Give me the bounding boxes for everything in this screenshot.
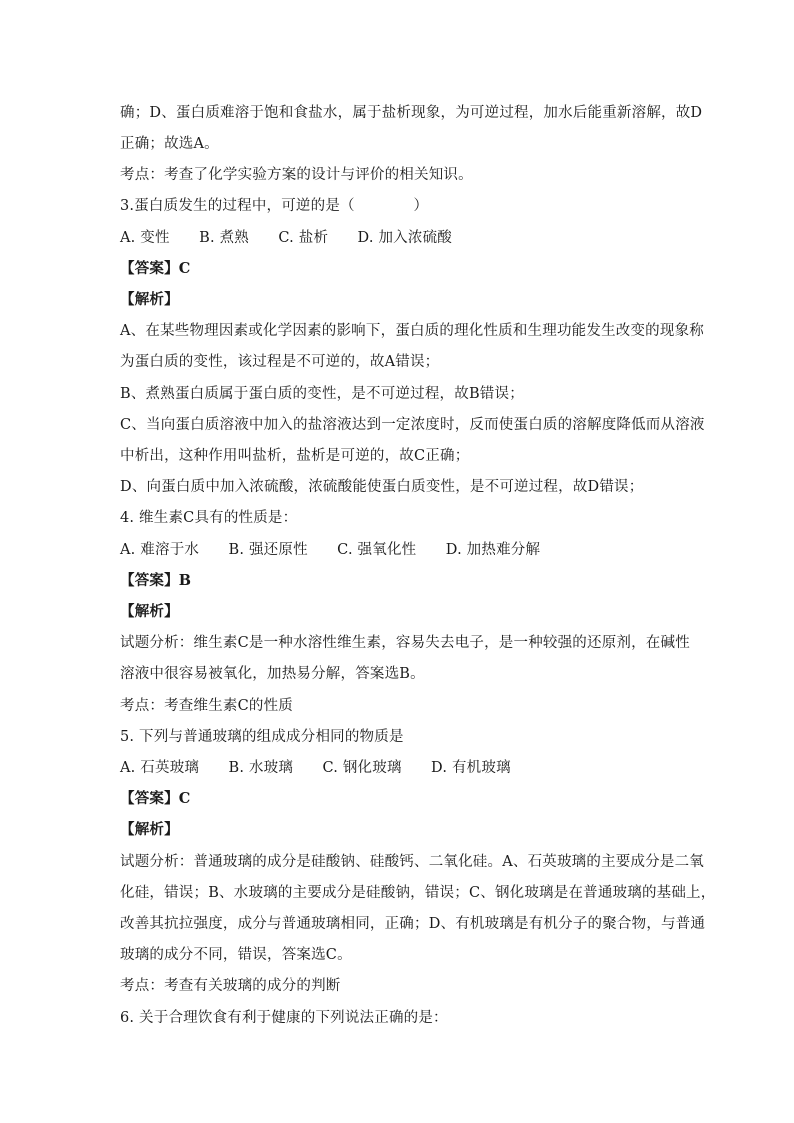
text-line: 试题分析：维生素C是一种水溶性维生素，容易失去电子，是一种较强的还原剂，在碱性 <box>120 635 690 651</box>
answer-label: 【答案】B <box>120 572 192 589</box>
text-line: 考点：考查维生素C的性质 <box>120 698 293 714</box>
text-line: 试题分析：普通玻璃的成分是硅酸钠、硅酸钙、二氧化硅。A、石英玻璃的主要成分是二氧 <box>120 854 704 870</box>
question-4-options: A. 难溶于水 B. 强还原性 C. 强氧化性 D. 加热难分解 <box>120 542 541 558</box>
text-line: 确；D、蛋白质难溶于饱和食盐水，属于盐析现象，为可逆过程，加水后能重新溶解，故D <box>120 105 703 121</box>
question-3-options: A. 变性 B. 煮熟 C. 盐析 D. 加入浓硫酸 <box>120 230 452 246</box>
question-6-stem: 6. 关于合理饮食有利于健康的下列说法正确的是： <box>120 1010 448 1026</box>
text-line: 改善其抗拉强度，成分与普通玻璃相同，正确；D、有机玻璃是有机分子的聚合物，与普通 <box>120 916 706 932</box>
text-line: 玻璃的成分不同，错误，答案选C。 <box>120 947 352 963</box>
text-line: 溶液中很容易被氧化，加热易分解，答案选B。 <box>120 666 425 682</box>
text-line: B、煮熟蛋白质属于蛋白质的变性，是不可逆过程，故B错误； <box>120 386 524 402</box>
analysis-label: 【解析】 <box>120 603 179 620</box>
text-line: D、向蛋白质中加入浓硫酸，浓硫酸能使蛋白质变性，是不可逆过程，故D错误； <box>120 479 644 495</box>
analysis-label: 【解析】 <box>120 821 179 838</box>
text-line: C、当向蛋白质溶液中加入的盐溶液达到一定浓度时，反而使蛋白质的溶解度降低而从溶液 <box>120 417 705 433</box>
answer-label: 【答案】C <box>120 790 191 807</box>
text-line: 正确；故选A。 <box>120 136 219 152</box>
analysis-label: 【解析】 <box>120 291 179 308</box>
question-5-stem: 5. 下列与普通玻璃的组成成分相同的物质是 <box>120 729 404 745</box>
question-3-stem: 3.蛋白质发生的过程中，可逆的是（ ） <box>120 198 429 214</box>
text-line: A、在某些物理因素或化学因素的影响下，蛋白质的理化性质和生理功能发生改变的现象称 <box>120 323 704 339</box>
text-line: 中析出，这种作用叫盐析，盐析是可逆的，故C正确； <box>120 448 470 464</box>
text-line: 为蛋白质的变性，该过程是不可逆的，故A错误； <box>120 354 440 370</box>
text-line: 化硅，错误；B、水玻璃的主要成分是硅酸钠，错误；C、钢化玻璃是在普通玻璃的基础上， <box>120 885 716 901</box>
question-5-options: A. 石英玻璃 B. 水玻璃 C. 钢化玻璃 D. 有机玻璃 <box>120 760 511 776</box>
text-line: 考点：考查了化学实验方案的设计与评价的相关知识。 <box>120 167 473 183</box>
answer-label: 【答案】C <box>120 260 191 277</box>
text-line: 考点：考查有关玻璃的成分的判断 <box>120 978 341 994</box>
question-4-stem: 4. 维生素C具有的性质是： <box>120 510 298 526</box>
